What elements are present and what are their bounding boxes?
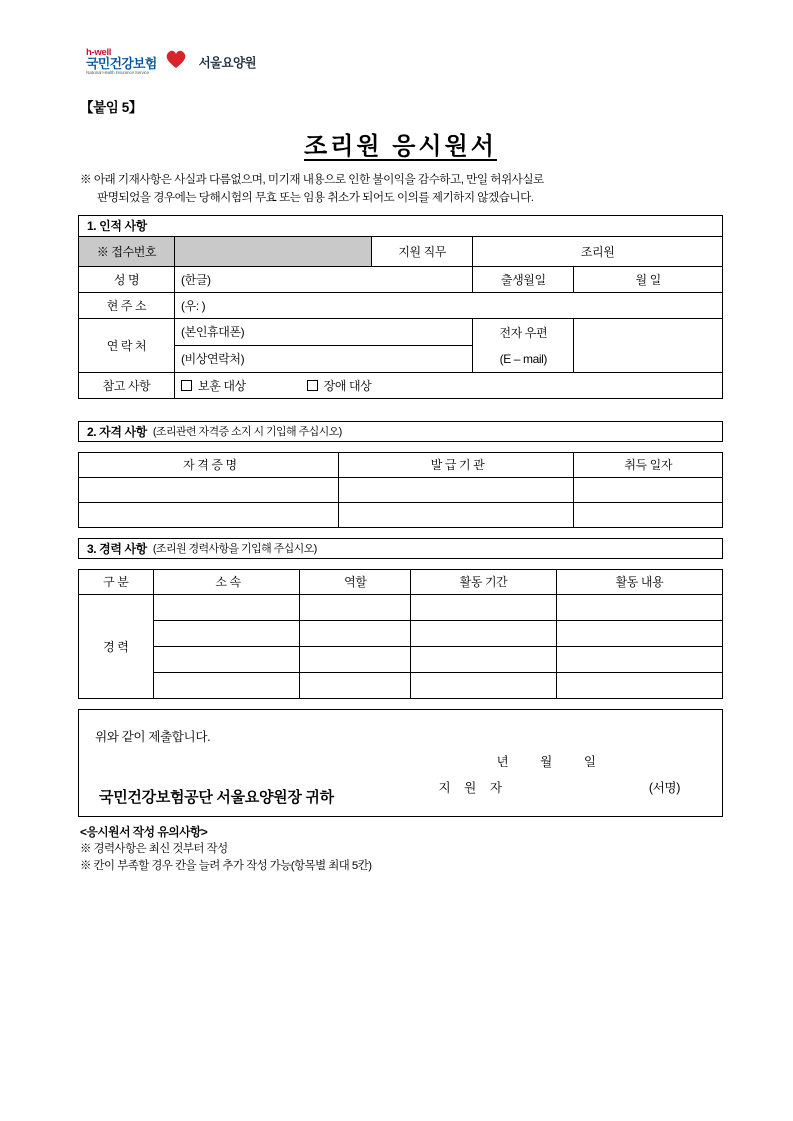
contact-emergency-field[interactable]: (비상연락처) — [175, 345, 473, 372]
note-2: ※ 칸이 부족할 경우 칸을 늘려 추가 작성 가능(항목별 최대 5칸) — [80, 859, 372, 872]
career-col-1: 소 속 — [153, 569, 300, 594]
section3-heading-label: 3. 경력 사항 — [87, 541, 147, 556]
notice-line-2: 판명되었을 경우에는 당해시험의 무효 또는 임용 취소가 되어도 이의를 제기하지 않겠습니다. — [97, 190, 534, 204]
spacer — [78, 699, 723, 709]
career-cell[interactable] — [153, 646, 300, 672]
reference-options — [175, 372, 723, 398]
table-row — [79, 236, 723, 266]
name-label: 성 명 — [79, 266, 175, 292]
signature-label[interactable]: (서명) — [648, 780, 680, 795]
job-label: 지원 직무 — [372, 236, 473, 266]
page-title: 조리원 응시원서 — [304, 133, 497, 160]
contact-label: 연 락 처 — [79, 318, 175, 372]
veteran-label: 보훈 대상 — [198, 378, 246, 393]
reference-label: 참고 사항 — [79, 372, 175, 398]
career-cell[interactable] — [300, 620, 411, 646]
career-table — [78, 569, 723, 699]
qualification-col-0: 자 격 증 명 — [79, 452, 339, 477]
logo-english-name: National Health Insurance Service — [86, 70, 149, 76]
career-row-label: 경 력 — [79, 594, 154, 698]
section1-heading — [78, 215, 723, 236]
career-col-3: 활동 기간 — [411, 569, 557, 594]
career-cell[interactable] — [556, 594, 722, 620]
section3-heading-sub: (조리원 경력사항을 기입해 주십시오) — [152, 543, 317, 556]
logo-header — [86, 40, 723, 84]
career-cell[interactable] — [411, 646, 557, 672]
contact-mobile-field[interactable]: (본인휴대폰) — [175, 318, 473, 345]
career-cell[interactable] — [556, 672, 722, 698]
applicant-label: 지 원 자 — [438, 780, 507, 795]
career-cell[interactable] — [411, 672, 557, 698]
email-label-line2-cell — [473, 345, 574, 372]
career-cell[interactable] — [300, 646, 411, 672]
job-value: 조리원 — [473, 236, 723, 266]
email-label — [473, 318, 574, 345]
name-field[interactable]: (한글) — [175, 266, 473, 292]
table-row — [79, 372, 723, 398]
birth-field[interactable]: 월 일 — [574, 266, 723, 292]
birth-label: 출생월일 — [473, 266, 574, 292]
qualification-cell[interactable] — [338, 477, 574, 502]
career-cell[interactable] — [300, 594, 411, 620]
checkbox-icon[interactable] — [181, 380, 192, 391]
section2-heading-label: 2. 자격 사항 — [87, 424, 147, 439]
email-label-line1: 전자 우편 — [499, 325, 548, 340]
veteran-checkbox-wrap[interactable] — [181, 379, 249, 393]
email-label-line2: (E – mail) — [499, 351, 547, 366]
qualification-col-2: 취득 일자 — [574, 452, 723, 477]
career-col-2: 역할 — [300, 569, 411, 594]
table-row — [79, 292, 723, 318]
career-col-4: 활동 내용 — [556, 569, 722, 594]
notes-heading: <응시원서 작성 유의사항> — [80, 824, 208, 839]
statement-line: 위와 같이 제출합니다. — [95, 729, 211, 744]
statement-box — [78, 709, 723, 817]
table-row — [79, 594, 723, 620]
email-field[interactable] — [574, 318, 723, 372]
qualification-col-1: 발 급 기 관 — [338, 452, 574, 477]
qualification-cell[interactable] — [574, 502, 723, 527]
qualification-cell[interactable] — [79, 502, 339, 527]
personal-info-table — [78, 236, 723, 399]
spacer — [78, 559, 723, 569]
table-row — [79, 502, 723, 527]
address-field[interactable]: (우: ) — [175, 292, 723, 318]
career-cell[interactable] — [153, 594, 300, 620]
spacer — [78, 528, 723, 538]
table-row — [79, 672, 723, 698]
section3-heading — [78, 538, 723, 559]
logo-korean-name: 국민건강보험 — [86, 56, 157, 72]
logo-hwell-text: h-well — [86, 46, 112, 58]
career-cell[interactable] — [153, 620, 300, 646]
table-row — [79, 646, 723, 672]
note-1: ※ 경력사항은 최신 것부터 작성 — [80, 843, 228, 856]
qualification-cell[interactable] — [338, 502, 574, 527]
disability-checkbox-wrap[interactable] — [307, 379, 372, 393]
qualification-cell[interactable] — [79, 477, 339, 502]
table-header-row — [79, 569, 723, 594]
section2-heading — [78, 421, 723, 442]
table-row — [79, 620, 723, 646]
career-cell[interactable] — [556, 646, 722, 672]
notice-line-1: ※ 아래 기재사항은 사실과 다름없으며, 미기재 내용으로 인한 불이익을 감수하고, 만일 허위사실로 — [80, 173, 544, 186]
organization-line: 국민건강보험공단 서울요양원장 귀하 — [99, 788, 334, 806]
spacer — [78, 442, 723, 452]
disability-label: 장애 대상 — [323, 378, 372, 393]
statement-date[interactable]: 년 월 일 — [496, 754, 610, 769]
logo-branch-name: 서울요양원 — [198, 56, 256, 70]
checkbox-icon[interactable] — [307, 380, 318, 391]
qualification-table — [78, 452, 723, 528]
address-label: 현 주 소 — [79, 292, 175, 318]
receipt-no-value[interactable] — [175, 236, 372, 266]
footer-notes — [78, 824, 723, 874]
table-row — [79, 266, 723, 292]
heart-icon — [165, 49, 187, 69]
career-col-0: 구 분 — [79, 569, 154, 594]
career-cell[interactable] — [411, 594, 557, 620]
section2-heading-sub: (조리관련 자격증 소지 시 기입해 주십시오) — [152, 426, 342, 439]
career-cell[interactable] — [153, 672, 300, 698]
table-row — [79, 477, 723, 502]
receipt-no-label: ※ 접수번호 — [79, 236, 175, 266]
table-row — [79, 318, 723, 345]
section1-heading-label: 1. 인적 사항 — [87, 219, 147, 234]
nhis-logo — [86, 48, 157, 76]
attachment-label: 【붙임 5】 — [80, 100, 142, 115]
career-cell[interactable] — [300, 672, 411, 698]
table-header-row — [79, 452, 723, 477]
career-cell[interactable] — [411, 620, 557, 646]
notice-text — [80, 171, 723, 207]
spacer — [78, 399, 723, 421]
qualification-cell[interactable] — [574, 477, 723, 502]
career-cell[interactable] — [556, 620, 722, 646]
